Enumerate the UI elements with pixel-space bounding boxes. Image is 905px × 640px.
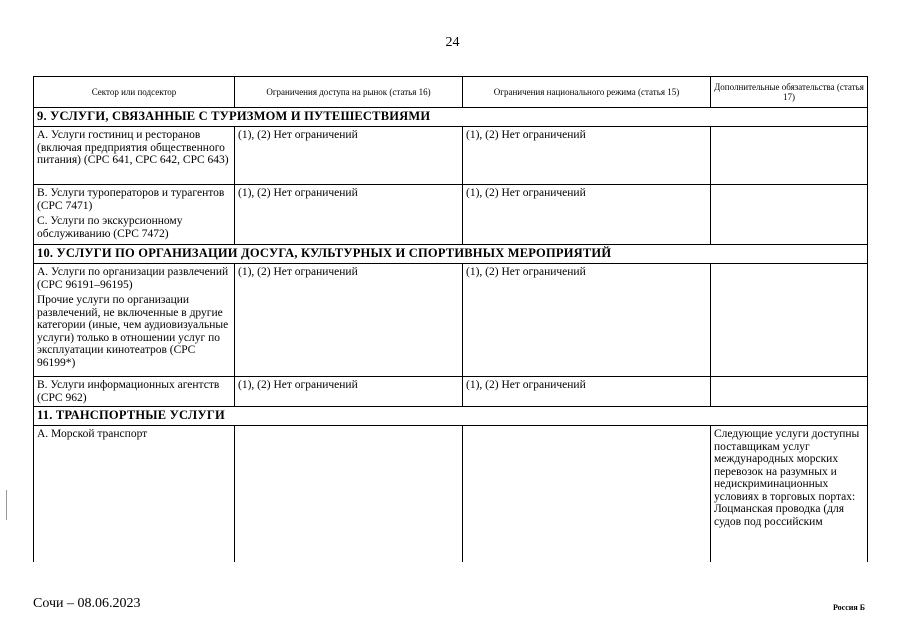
sector-text: Прочие услуги по организации развлечений, не включенные в другие категории (иные, чем аудиовизуальные услуги) только в отношении услуг по эксплуатации кинотеатров (CPC 96199*) [37,294,229,369]
sector-cell [34,127,235,185]
section-row [34,108,868,127]
table-header-row [34,77,868,108]
sector-cell [34,426,235,562]
section-row [34,245,868,264]
market-access-cell: (1), (2) Нет ограничений [235,185,463,245]
footer-place-date: Сочи – 08.06.2023 [33,596,141,611]
sector-text: А. Услуги по организации развлечений (CPC 96191–96195) [37,266,229,291]
sector-text: А. Услуги гостиниц и ресторанов (включая предприятия общественного питания) (CPC 641, CPC 642, CPC 643) [37,129,229,166]
market-access-cell: (1), (2) Нет ограничений [235,264,463,377]
section-title: 9. УСЛУГИ, СВЯЗАННЫЕ С ТУРИЗМОМ И ПУТЕШЕСТВИЯМИ [34,108,868,127]
margin-mark [6,490,7,520]
additional-cell [711,264,868,377]
header-additional: Дополнительные обязательства (статья 17) [711,77,868,108]
national-treatment-cell: (1), (2) Нет ограничений [463,377,711,407]
additional-cell [711,185,868,245]
footer-code: Россия Б [832,603,865,612]
market-access-cell: (1), (2) Нет ограничений [235,377,463,407]
market-access-cell: (1), (2) Нет ограничений [235,127,463,185]
table-row [34,127,868,185]
national-treatment-cell: (1), (2) Нет ограничений [463,127,711,185]
header-sector: Сектор или подсектор [34,77,235,108]
section-title: 10. УСЛУГИ ПО ОРГАНИЗАЦИИ ДОСУГА, КУЛЬТУРНЫХ И СПОРТИВНЫХ МЕРОПРИЯТИЙ [34,245,868,264]
sector-text: В. Услуги информационных агентств (CPC 962) [37,379,220,404]
national-treatment-cell: (1), (2) Нет ограничений [463,264,711,377]
additional-cell: Следующие услуги доступны поставщикам услуг международных морских перевозок на разумных и недискриминационных условиях в торговых портах: Лоцманская проводка (для судов под российским [711,426,868,562]
page-number: 24 [445,35,460,50]
market-access-cell [235,426,463,562]
header-market-access: Ограничения доступа на рынок (статья 16) [235,77,463,108]
header-national-treatment: Ограничения национального режима (статья 15) [463,77,711,108]
sector-cell [34,264,235,377]
sector-cell [34,185,235,245]
table-row [34,377,868,407]
national-treatment-cell [463,426,711,562]
national-treatment-cell: (1), (2) Нет ограничений [463,185,711,245]
table-row [34,264,868,377]
sector-text: А. Морской транспорт [37,428,148,440]
sector-text: С. Услуги по экскурсионному обслуживанию (CPC 7472) [37,215,183,240]
sector-cell [34,377,235,407]
commitments-table [33,76,868,562]
sector-text: В. Услуги туроператоров и турагентов (CPC 7471) [37,187,225,212]
additional-cell [711,127,868,185]
section-row [34,407,868,426]
table-row [34,185,868,245]
table-row [34,426,868,562]
additional-cell [711,377,868,407]
section-title: 11. ТРАНСПОРТНЫЕ УСЛУГИ [34,407,868,426]
